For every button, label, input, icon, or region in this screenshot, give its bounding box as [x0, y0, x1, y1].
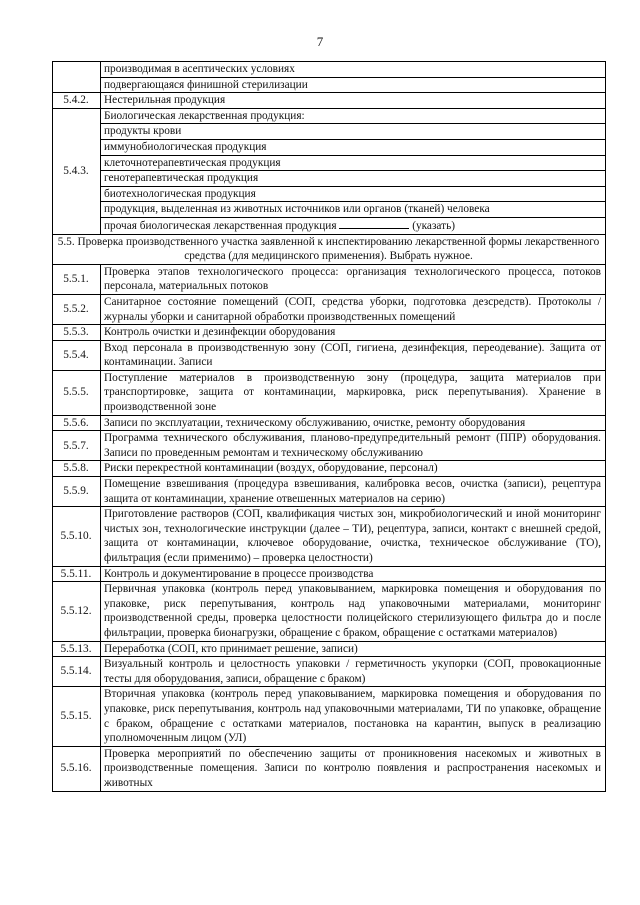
row-number: 5.5.13.: [53, 641, 101, 657]
table-row: [53, 657, 606, 687]
table-row: [53, 507, 606, 566]
row-text: Записи по эксплуатации, техническому обслуживанию, очистке, ремонту оборудования: [101, 415, 606, 431]
row-number: 5.5.7.: [53, 431, 101, 461]
row-text: Помещение взвешивания (процедура взвешивания, калибровка весов, очистка (записи), рецептура защита от контаминации, хранение отвешенных материалов на серию): [101, 477, 606, 507]
subitem-cell: Биологическая лекарственная продукция:: [101, 108, 606, 124]
row-text: Санитарное состояние помещений (СОП, средства уборки, подготовка дезсредств). Протоколы / журналы уборки и санитарной обработки производственных помещений: [101, 294, 606, 324]
row-number: 5.4.3.: [53, 108, 101, 234]
subitem-text: прочая биологическая лекарственная продукция: [104, 219, 337, 232]
table-row: [53, 431, 606, 461]
row-number: 5.5.2.: [53, 294, 101, 324]
subitem-cell: продукты крови: [101, 124, 606, 140]
inspection-table: [52, 61, 606, 792]
table-row: [53, 202, 606, 218]
row-number: 5.5.16.: [53, 746, 101, 791]
table-row: [53, 217, 606, 234]
row-number: 5.5.15.: [53, 687, 101, 746]
row-text: Риски перекрестной контаминации (воздух, оборудование, персонал): [101, 461, 606, 477]
subitem-cell: иммунобиологическая продукция: [101, 139, 606, 155]
row-text: Нестерильная продукция: [101, 93, 606, 109]
table-row: [53, 370, 606, 415]
row-text: Программа технического обслуживания, планово-предупредительный ремонт (ППР) оборудования. Записи по проведенным ремонтам и техническому обслуживанию: [101, 431, 606, 461]
row-text: Проверка этапов технологического процесса: организация технологического процесса, потоков персонала, материальных потоков: [101, 264, 606, 294]
table-row: [53, 477, 606, 507]
row-text: Первичная упаковка (контроль перед упаковыванием, маркировка помещения и оборудования по упаковке, риск перепутывания, контроль над упаковочными материалами, мониторинг производственной среды, проверка целостности полицейского стерилизующего фильтра до и после фильтрации, проверка бионагрузки, обращение с браком, обращение с остатками материалов): [101, 582, 606, 641]
row-number: 5.5.14.: [53, 657, 101, 687]
section-heading: 5.5. Проверка производственного участка заявленной к инспектированию лекарственной формы лекарственного средства (для медицинского применения). Выбрать нужное.: [53, 234, 606, 264]
table-row: [53, 139, 606, 155]
specify-label: (указать): [412, 219, 455, 232]
table-row: [53, 264, 606, 294]
row-number: 5.4.2.: [53, 93, 101, 109]
row-text: Приготовление растворов (СОП, квалификация чистых зон, микробиологический и иной мониторинг чистых зон, технологические инструкции (далее – ТИ), рецептура, записи, контакт с внешней средой, защита от контаминации, ключевое оборудование, очистка, техническое обслуживание (ТО), фильтрация (если применимо) – проверка целостности): [101, 507, 606, 566]
row-text: Вход персонала в производственную зону (СОП, гигиена, дезинфекция, переодевание). Защита от контаминации. Записи: [101, 340, 606, 370]
table-row: [53, 746, 606, 791]
specify-blank-field[interactable]: [339, 218, 409, 229]
subitem-cell: биотехнологическая продукция: [101, 186, 606, 202]
table-row: [53, 415, 606, 431]
subitem-cell: генотерапевтическая продукция: [101, 171, 606, 187]
row-number: 5.5.10.: [53, 507, 101, 566]
table-row: [53, 340, 606, 370]
table-row: [53, 124, 606, 140]
row-number: 5.5.5.: [53, 370, 101, 415]
row-text: Переработка (СОП, кто принимает решение, записи): [101, 641, 606, 657]
table-row: [53, 93, 606, 109]
row-text: Проверка мероприятий по обеспечению защиты от проникновения насекомых и животных в производственные помещения. Записи по контролю появления и распространения насекомых и животных: [101, 746, 606, 791]
row-number: 5.5.8.: [53, 461, 101, 477]
table-row: [53, 325, 606, 341]
row-number: 5.5.6.: [53, 415, 101, 431]
table-row: [53, 641, 606, 657]
table-row: [53, 77, 606, 93]
row-text: Контроль и документирование в процессе производства: [101, 566, 606, 582]
row-number: 5.5.12.: [53, 582, 101, 641]
table-row: [53, 566, 606, 582]
table-row: [53, 234, 606, 264]
row-number: 5.5.9.: [53, 477, 101, 507]
row-number: 5.5.3.: [53, 325, 101, 341]
table-row: [53, 186, 606, 202]
table-row: [53, 108, 606, 124]
table-row: [53, 461, 606, 477]
table-row: [53, 294, 606, 324]
row-number: 5.5.1.: [53, 264, 101, 294]
table-row: [53, 171, 606, 187]
subitem-cell: клеточнотерапевтическая продукция: [101, 155, 606, 171]
row-text: Визуальный контроль и целостность упаковки / герметичность укупорки (СОП, провокационные тесты для оборудования, записи, обращение с браком): [101, 657, 606, 687]
row-text: Контроль очистки и дезинфекции оборудования: [101, 325, 606, 341]
row-number: 5.5.11.: [53, 566, 101, 582]
row-text: Поступление материалов в производственную зону (процедура, защита материалов при транспортировке, защита от контаминации, маркировка, риск перепутывания). Хранение в производственной зоне: [101, 370, 606, 415]
subitem-cell: продукция, выделенная из животных источников или органов (тканей) человека: [101, 202, 606, 218]
table-row: [53, 62, 606, 78]
table-row: [53, 155, 606, 171]
row-text: Вторичная упаковка (контроль перед упаковыванием, маркировка помещения и оборудования по упаковке, риск перепутывания, контроль над упаковочными материалами, ТИ по упаковке, обращение с браком, обращение с остатками материалов, постановка на карантин, выпуск в реализацию уполномоченным лицом (УЛ): [101, 687, 606, 746]
subitem-cell: производимая в асептических условиях: [101, 62, 606, 78]
table-row: [53, 582, 606, 641]
row-number: 5.5.4.: [53, 340, 101, 370]
row-number-cell: [53, 62, 101, 93]
page-number: 7: [316, 34, 324, 49]
subitem-cell: [101, 217, 606, 234]
subitem-cell: подвергающаяся финишной стерилизации: [101, 77, 606, 93]
table-row: [53, 687, 606, 746]
